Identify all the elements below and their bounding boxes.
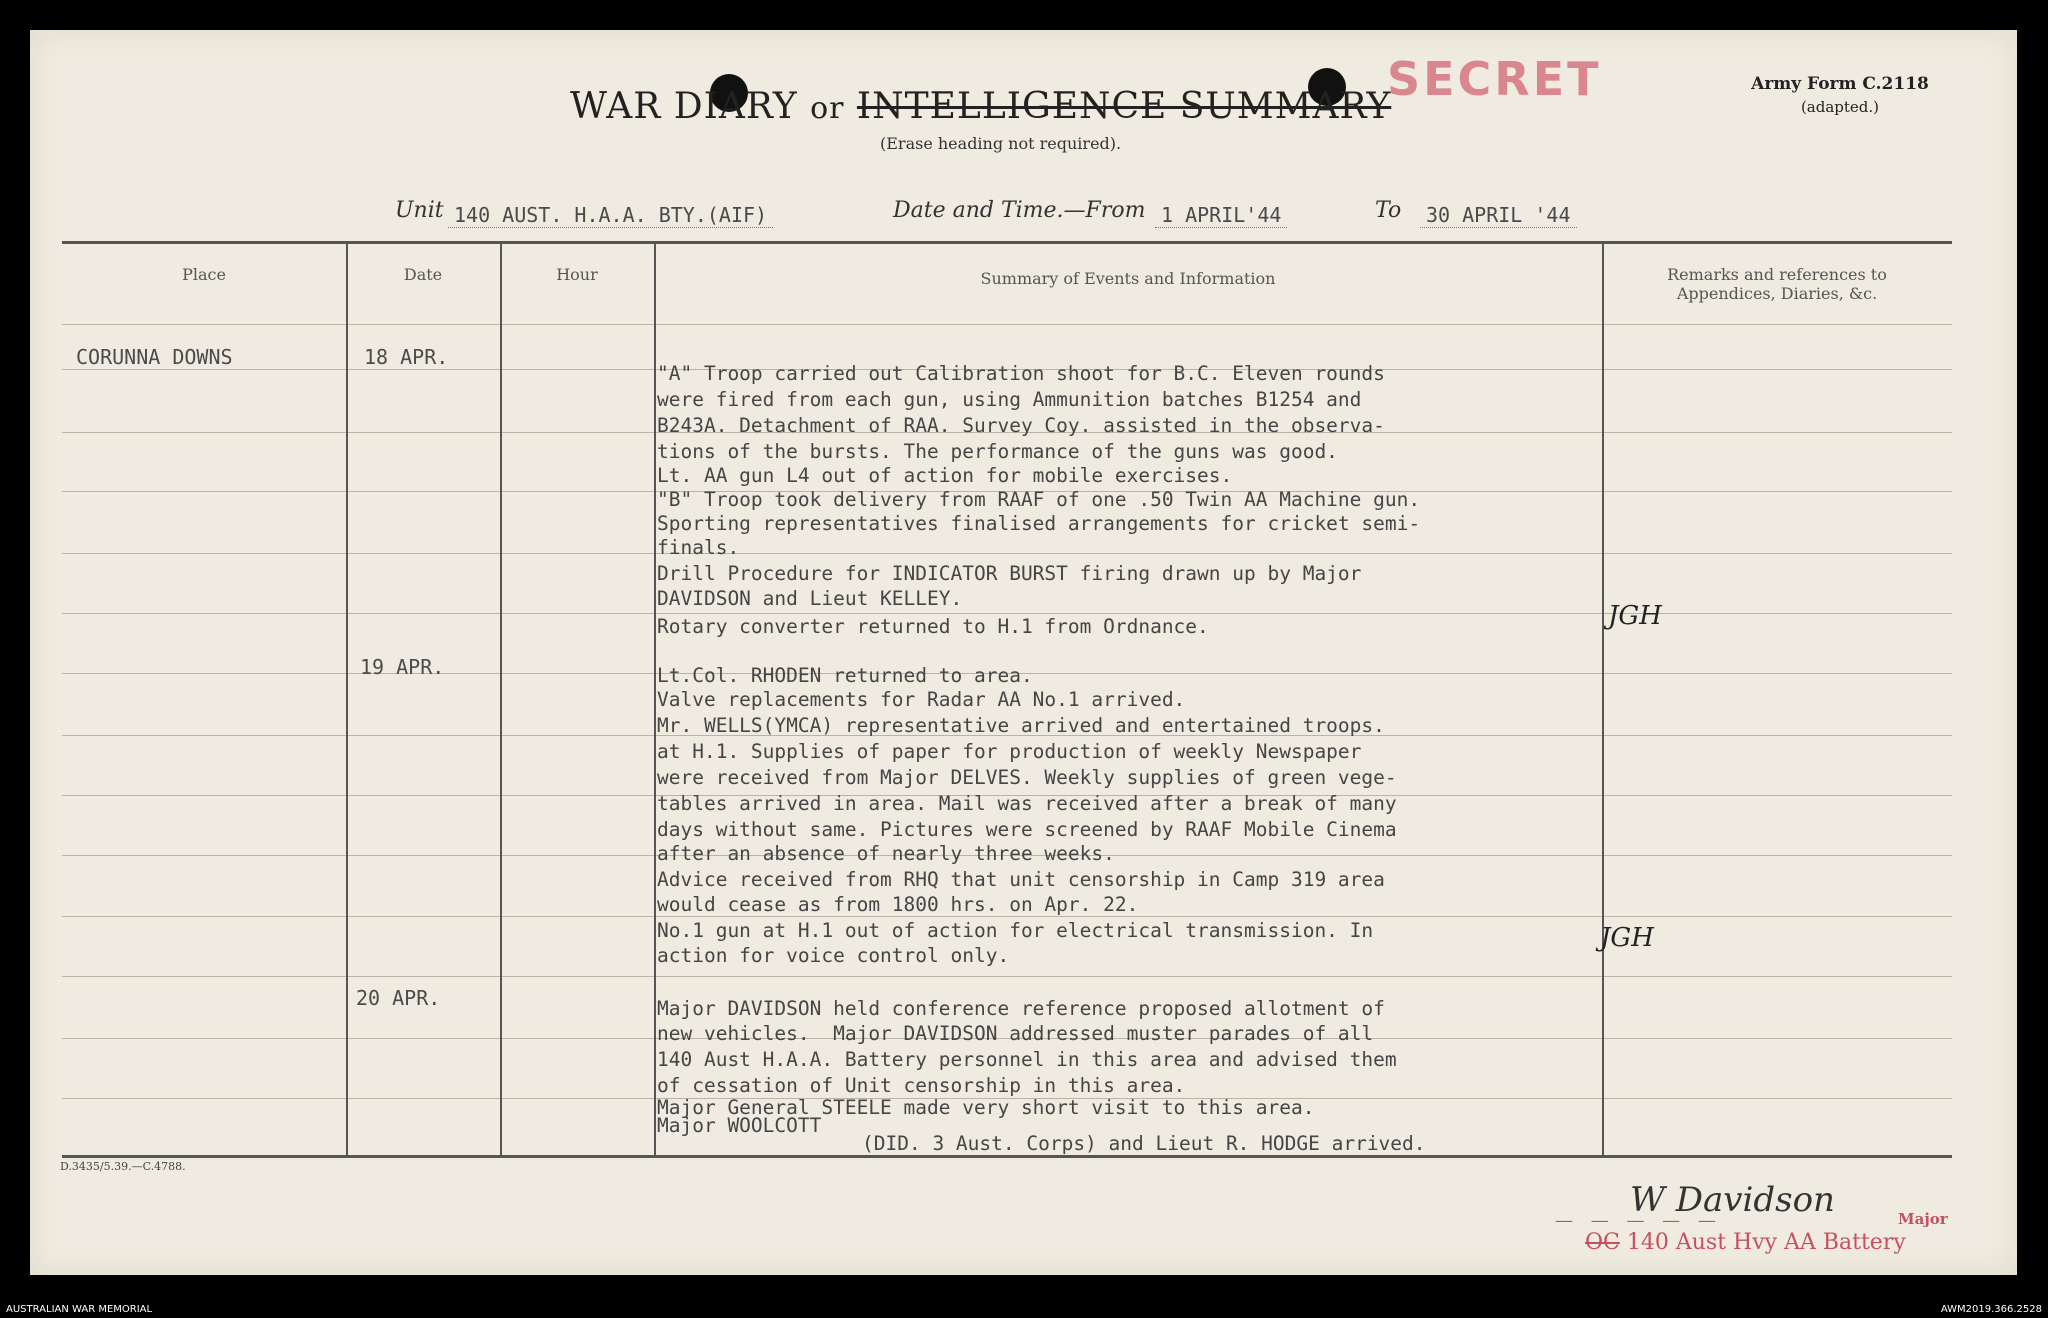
col-divider — [346, 241, 348, 1155]
unit-label: Unit — [395, 198, 444, 223]
date-to-value: 30 APRIL '44 — [1420, 203, 1577, 228]
secret-stamp: SECRET — [1387, 52, 1602, 106]
entry-line: (DID. 3 Aust. Corps) and Lieut R. HODGE arrived. — [862, 1132, 1426, 1155]
signature: W Davidson — [1630, 1180, 1835, 1220]
form-code: D.3435/5.39.—C.4788. — [60, 1160, 186, 1173]
entry-line: would cease as from 1800 hrs. on Apr. 22. — [657, 893, 1139, 916]
entry-line: DAVIDSON and Lieut KELLEY. — [657, 587, 963, 610]
col-header-remarks-line2: Appendices, Diaries, &c. — [1676, 284, 1878, 303]
entry-line: Rotary converter returned to H.1 from Ordnance. — [657, 615, 1209, 638]
col-header-place: Place — [182, 265, 226, 284]
entry-line: Lt.Col. RHODEN returned to area. — [657, 664, 1033, 687]
place-cell: CORUNNA DOWNS — [76, 345, 233, 369]
diary-table — [62, 241, 1952, 1155]
signature-unit-stamp — [1585, 1230, 1906, 1255]
army-form-label: Army Form C.2118 — [1751, 74, 1929, 94]
entry-line: at H.1. Supplies of paper for production of weekly Newspaper — [657, 740, 1362, 763]
page-title — [570, 86, 1391, 127]
entry-line: days without same. Pictures were screened by RAAF Mobile Cinema — [657, 818, 1397, 841]
col-header-summary: Summary of Events and Information — [980, 269, 1276, 288]
unit-value: 140 AUST. H.A.A. BTY.(AIF) — [448, 203, 773, 228]
footer-source: AUSTRALIAN WAR MEMORIAL — [6, 1304, 153, 1315]
entry-line: of cessation of Unit censorship in this area. — [657, 1074, 1186, 1097]
entry-line: Valve replacements for Radar AA No.1 arrived. — [657, 688, 1186, 711]
erase-note: (Erase heading not required). — [880, 134, 1122, 153]
entry-line: Mr. WELLS(YMCA) representative arrived and entertained troops. — [657, 714, 1385, 737]
entry-line: "A" Troop carried out Calibration shoot for B.C. Eleven rounds — [657, 362, 1385, 385]
entry-line: Major WOOLCOTT — [657, 1114, 822, 1137]
remark-initials: JGH — [1608, 601, 1662, 631]
date-cell-20-apr: 20 APR. — [356, 986, 441, 1010]
col-header-remarks-line1: Remarks and references to — [1667, 265, 1887, 284]
col-header-remarks — [1602, 265, 1952, 303]
entry-line: Lt. AA gun L4 out of action for mobile exercises. — [657, 464, 1233, 487]
entry-line: after an absence of nearly three weeks. — [657, 842, 1115, 865]
date-to-label: To — [1375, 198, 1402, 223]
entry-line: Sporting representatives finalised arrangements for cricket semi- — [657, 512, 1421, 535]
signature-line: — — — — — — [1555, 1210, 1722, 1231]
title-struck-intelligence-summary: INTELLIGENCE SUMMARY — [856, 86, 1392, 127]
signature-unit: 140 Aust Hvy AA Battery — [1626, 1230, 1906, 1255]
signature-oc: OC — [1585, 1230, 1620, 1255]
date-cell-19-apr: 19 APR. — [360, 655, 445, 679]
entry-line: B243A. Detachment of RAA. Survey Coy. assisted in the observa- — [657, 414, 1385, 437]
col-divider — [1602, 241, 1604, 1155]
entry-line: Major General STEELE made very short visit to this area. — [657, 1096, 1315, 1119]
signature-rank: Major — [1898, 1210, 1948, 1228]
entry-line: were received from Major DELVES. Weekly supplies of green vege- — [657, 766, 1397, 789]
footer-accession: AWM2019.366.2528 — [1940, 1304, 2042, 1315]
entry-line: action for voice control only. — [657, 944, 1010, 967]
entry-line: were fired from each gun, using Ammunition batches B1254 and — [657, 388, 1362, 411]
entry-line: No.1 gun at H.1 out of action for electrical transmission. In — [657, 919, 1374, 942]
entry-line: 140 Aust H.A.A. Battery personnel in this area and advised them — [657, 1048, 1397, 1071]
date-cell-18-apr: 18 APR. — [364, 345, 449, 369]
col-header-date: Date — [403, 265, 443, 284]
remark-initials: JGH — [1600, 923, 1654, 953]
entry-line: Advice received from RHQ that unit censorship in Camp 319 area — [657, 868, 1385, 891]
col-header-hour: Hour — [556, 265, 598, 284]
adapted-label: (adapted.) — [1800, 98, 1880, 116]
date-from-value: 1 APRIL'44 — [1155, 203, 1287, 228]
entry-line: Drill Procedure for INDICATOR BURST firing drawn up by Major — [657, 562, 1362, 585]
entry-line: Major DAVIDSON held conference reference proposed allotment of — [657, 997, 1385, 1020]
title-war-diary: WAR DIARY — [570, 86, 798, 127]
entry-line: tables arrived in area. Mail was received after a break of many — [657, 792, 1397, 815]
entry-line: finals. — [657, 536, 740, 559]
col-divider — [654, 241, 656, 1155]
entry-line: new vehicles. Major DAVIDSON addressed muster parades of all — [657, 1022, 1374, 1045]
entry-line: "B" Troop took delivery from RAAF of one .50 Twin AA Machine gun. — [657, 488, 1421, 511]
col-divider — [500, 241, 502, 1155]
title-or: or — [810, 91, 845, 126]
entry-line: tions of the bursts. The performance of the guns was good. — [657, 440, 1338, 463]
date-from-label: Date and Time.—From — [893, 198, 1146, 223]
